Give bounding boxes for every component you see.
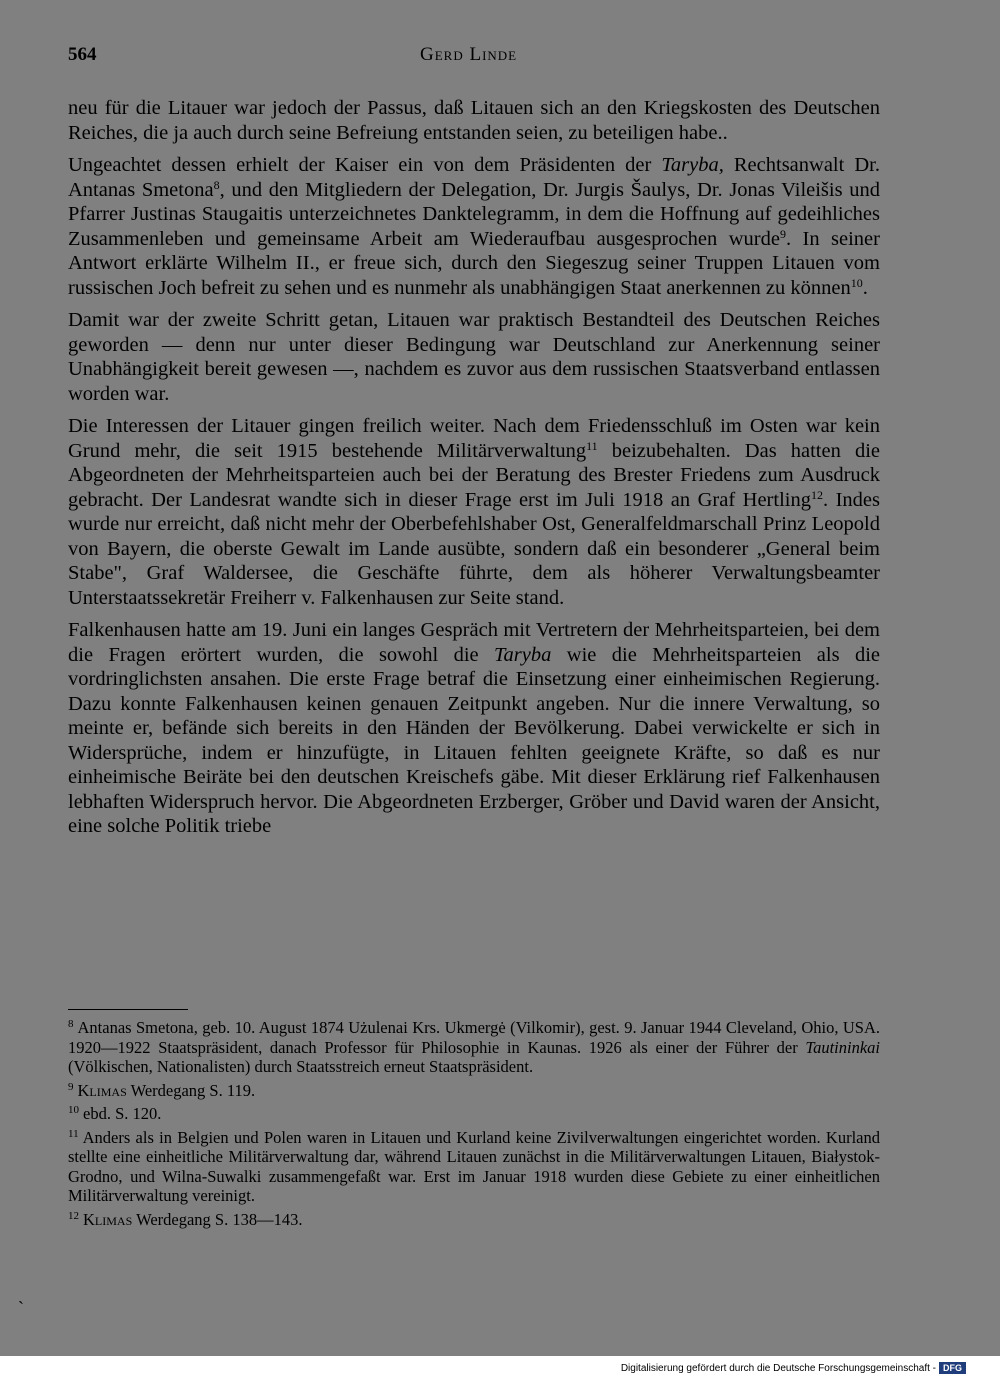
text-run: Rechtsanwalt Dr. Antanas Smetona [68, 154, 880, 201]
text-run: Falkenhausen hatte am 19. Juni ein langes Gespräch mit Vertretern der Mehrheitsparteien, bei dem die Fragen erörtert wurden, die sowohl die [68, 619, 880, 666]
text-run: (Völkischen, Nationalisten) durch Staatsstreich erneut Staatspräsident. [68, 1057, 534, 1076]
italic-text: Taryba, [661, 154, 724, 176]
paragraph [68, 308, 880, 406]
text-run: Die Interessen der Litauer gingen freilich weiter. Nach dem Friedensschluß im Osten war kein Grund mehr, die seit 1915 bestehende Militärverwaltung [68, 415, 880, 462]
text-run: Ungeachtet dessen erhielt der Kaiser ein von dem Präsidenten der [68, 154, 662, 176]
author-name: Klimas [83, 1209, 133, 1229]
text-run: Anders als in Belgien und Polen waren in Litauen und Kurland keine Zivilverwaltungen eingerichtet worden. Kurland stellte eine einheitliche Militärverwaltung dar, während Litauen zunächst in die Militärverwaltungen Litauen, Białystok-Grodno, und Wilna-Suwalki zusammengefaßt war. Erst im Januar 1918 wurden diese Gebiete zu einer einheitlichen Militärverwaltung vereinigt. [68, 1127, 880, 1205]
footnote-number: 8 [68, 1018, 74, 1030]
text-run: , und den Mitgliedern der Delegation, Dr. Jurgis Šaulys, Dr. Jonas Vileišis und Pfarrer Justinas Staugaitis unterzeichnetes Danktelegramm, in dem die Hoffnung auf gedeihliches Zusammenleben und gemeinsame Arbeit am Wiederaufbau ausgesprochen wurde [68, 178, 880, 250]
paragraph [68, 153, 880, 300]
footnote-number: 11 [68, 1127, 79, 1140]
margin-mark: ˋ [18, 1298, 24, 1318]
text-run: Damit war der zweite Schritt getan, Litauen war praktisch Bestandteil des Deutschen Reiches geworden — denn nur unter dieser Bedingung war Deutschland zur Anerkennung seiner Unabhängigkeit bereit gewesen —, nachdem es zuvor aus dem russischen Staatsverband entlassen worden war. [68, 309, 880, 405]
text-run: beizubehalten. Das hatten die Abgeordneten der Mehrheitsparteien auch bei der Beratung des Brester Friedens zum Ausdruck gebracht. Der Landesrat wandte sich in dieser Frage erst im Juli 1918 an Graf Hertling [68, 439, 880, 511]
text-run: Antanas Smetona, geb. 10. August 1874 Użulenai Krs. Ukmergė (Vilkomir), gest. 9. Januar 1944 Cleveland, Ohio, USA. 1920—1922 Staatspräsident, danach Professor für Philosophie in Kaunas. 1926 als einer der Führer der [68, 1018, 880, 1057]
footnote-ref: 9 [779, 226, 786, 241]
body-text [68, 96, 880, 847]
footnotes [68, 1018, 880, 1233]
footnote [68, 1128, 880, 1206]
paragraph [68, 618, 880, 839]
page-header [68, 44, 880, 72]
footnote-ref: 10 [850, 275, 863, 290]
text-run: . [862, 276, 868, 299]
credit-text: Digitalisierung gefördert durch die Deutsche Forschungsgemeinschaft - [620, 1362, 936, 1374]
footnote-divider [68, 1009, 188, 1010]
footnote-number: 10 [68, 1104, 79, 1116]
footnote [68, 1210, 880, 1230]
text-run: . In seiner Antwort erklärte Wilhelm II., er freue sich, durch den Siegeszug seiner Truppen Litauen vom russischen Joch befreit zu sehen und es nunmehr als unabhängigen Staat anerkennen zu können [68, 227, 880, 299]
text-run: Werdegang S. 138—143. [132, 1209, 303, 1229]
italic-text: Tautininkai [805, 1037, 880, 1057]
footnote-ref: 8 [213, 177, 220, 192]
author-name: Klimas [77, 1080, 127, 1100]
footnote [68, 1081, 880, 1101]
paragraph [68, 414, 880, 610]
paragraph [68, 96, 880, 145]
footnote-number: 12 [68, 1209, 79, 1222]
footnote [68, 1018, 880, 1077]
text-run: neu für die Litauer war jedoch der Passus, daß Litauen sich an den Kriegskosten des Deutschen Reiches, die ja auch durch seine Befreiung entstanden seien, zu beteiligen habe.. [68, 97, 880, 144]
page-number: 564 [68, 44, 97, 65]
text-run: wie die Mehrheitsparteien als die vordringlichsten ansahen. Die erste Frage betraf die Einsetzung einer einheimischen Regierung. Dazu konnte Falkenhausen keinen genauen Zeitpunkt angeben. Nur die innere Verwaltung, so meinte er, befände sich bereits in den Händen der Bevölkerung. Dabei verwickelte er sich in Widersprüche, indem er hinzufügte, in Litauen fehlten geeignete Kräfte, so daß es nur einheimische Beiräte bei den deutschen Kreischefs gäbe. Mit dieser Erklärung rief Falkenhausen lebhaften Widerspruch hervor. Die Abgeordneten Erzberger, Gröber und David waren der Ansicht, eine solche Politik triebe [68, 643, 880, 837]
text-run: . Indes wurde nur erreicht, daß nicht mehr der Oberbefehlshaber Ost, Generalfeldmarschall Prinz Leopold von Bayern, die oberste Gewalt im Lande ausübte, sondern daß ein besonderer „General beim Stabe", Graf Waldersee, die Geschäfte führte, dem als höherer Verwaltungsbeamter Unterstaatssekretär Freiherr v. Falkenhausen zur Seite stand. [68, 488, 880, 609]
text-run: Werdegang S. 119. [126, 1080, 256, 1100]
text-run: ebd. S. 120. [83, 1104, 162, 1123]
digitization-credit [621, 1361, 966, 1375]
running-head: Gerd Linde [420, 44, 518, 65]
footnote-ref: 11 [586, 438, 598, 453]
footnote [68, 1104, 880, 1124]
footnote-ref: 12 [810, 487, 823, 502]
footnote-number: 9 [68, 1080, 74, 1093]
dfg-logo-icon: DFG [939, 1362, 966, 1374]
italic-text: Taryba [494, 643, 552, 666]
